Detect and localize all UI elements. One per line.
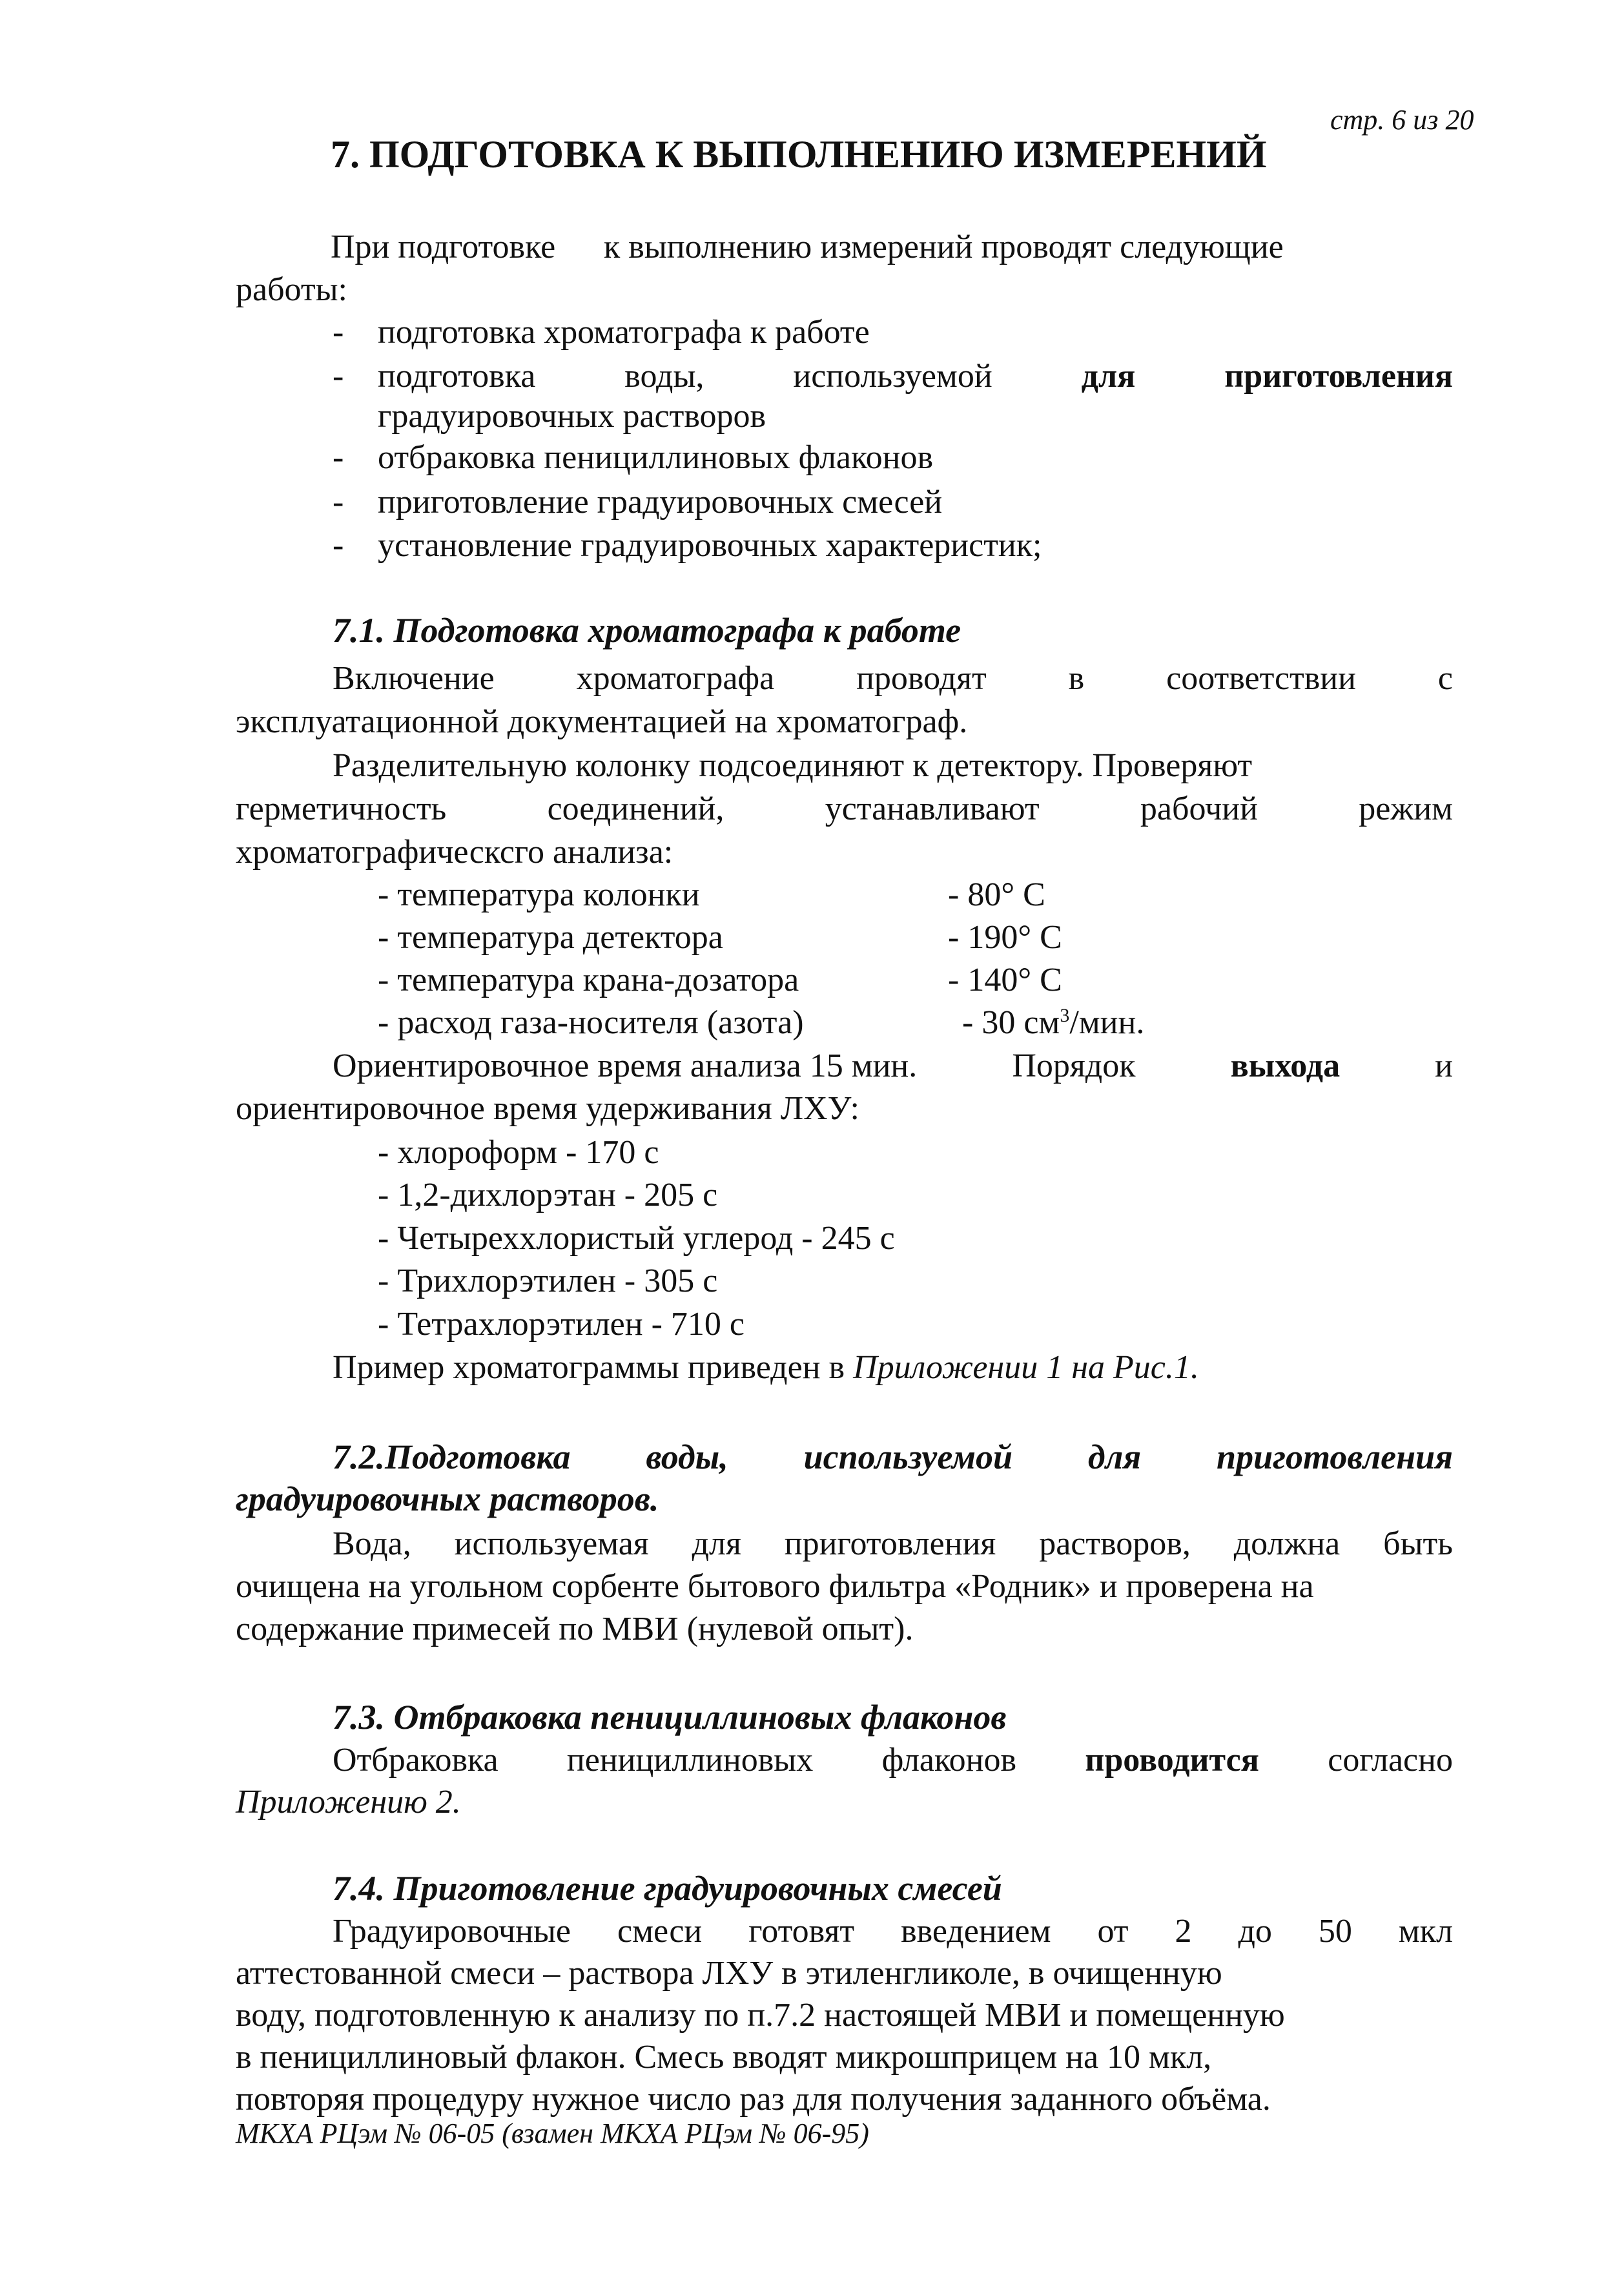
intro-line1a: При подготовке xyxy=(331,229,556,265)
param-value: - 30 $см^3$/мин. xyxy=(962,1004,1145,1041)
word: используемой xyxy=(803,1438,1013,1476)
word: Ориентировочное время анализа 15 мин. xyxy=(333,1047,918,1084)
s71-p3-line1 xyxy=(333,1045,1453,1088)
subsection-7-2-title xyxy=(333,1437,1453,1477)
param-name: - температура детектора xyxy=(378,919,723,956)
s72-line1 xyxy=(333,1523,1453,1565)
param-value: - 80° С xyxy=(948,876,1045,913)
s74-line2: аттестованной смеси – раствора ЛХУ в этиленгликоле, в очищенную xyxy=(236,1955,1222,1992)
word: готовят xyxy=(748,1913,855,1950)
word: приготовления xyxy=(1217,1438,1453,1476)
word: для xyxy=(1087,1438,1142,1476)
intro-line1b: к выполнению измерений проводят следующие xyxy=(604,229,1284,265)
word: растворов, xyxy=(1039,1525,1191,1562)
word: мкл xyxy=(1398,1913,1453,1950)
word: для xyxy=(1081,358,1136,395)
s74-line1 xyxy=(333,1910,1453,1953)
word: выхода xyxy=(1230,1047,1341,1084)
s72-line2: очищена на угольном сорбенте бытового фильтра «Родник» и проверена на xyxy=(236,1568,1314,1605)
work-item-1: подготовка хроматографа к работе xyxy=(378,314,870,351)
s71-p2-line1: Разделительную колонку подсоединяют к детектору. Проверяют xyxy=(333,747,1253,784)
intro-line2: работы: xyxy=(236,271,347,308)
param-value: - 140° С xyxy=(948,962,1062,998)
word: соединений, xyxy=(547,790,725,827)
word: Градуировочные xyxy=(333,1913,571,1950)
word: флаконов xyxy=(881,1742,1016,1779)
subsection-7-1-title: 7.1. Подготовка хроматографа к работе xyxy=(333,611,961,650)
work-item-2 xyxy=(378,355,1453,398)
compound-item: - хлороформ - 170 с xyxy=(378,1134,659,1171)
word: воды, xyxy=(646,1438,728,1476)
word: Отбраковка xyxy=(333,1742,499,1779)
word: 50 xyxy=(1318,1913,1352,1950)
s73-line1 xyxy=(333,1739,1453,1782)
word: от xyxy=(1097,1913,1129,1950)
compound-item: - Тетрахлорэтилен - 710 с xyxy=(378,1306,745,1343)
word: Порядок xyxy=(1012,1047,1136,1084)
word: Включение xyxy=(333,660,495,697)
compound-item: - Трихлорэтилен - 305 с xyxy=(378,1263,718,1299)
word: пенициллиновых xyxy=(566,1742,814,1779)
word: проводят xyxy=(856,660,987,697)
word: подготовка xyxy=(378,358,536,395)
word: смеси xyxy=(617,1913,703,1950)
word: Вода, xyxy=(333,1525,411,1562)
subsection-7-2-title-cont: градуировочных растворов. xyxy=(236,1480,659,1518)
word: герметичность xyxy=(236,790,447,827)
page-number: стр. 6 из 20 xyxy=(1330,104,1474,136)
section-title: 7. ПОДГОТОВКА К ВЫПОЛНЕНИЮ ИЗМЕРЕНИЙ xyxy=(331,133,1267,176)
param-name: - температура колонки xyxy=(378,876,700,913)
s73-line2: Приложению 2. xyxy=(236,1784,461,1820)
param-name: - расход газа-носителя (азота) xyxy=(378,1004,804,1041)
word: до xyxy=(1238,1913,1272,1950)
s71-p2-line3: хроматографическсго анализа: xyxy=(236,834,673,871)
work-item-2-cont: градуировочных растворов xyxy=(378,398,766,435)
word: используемая xyxy=(454,1525,649,1562)
list-dash: - xyxy=(333,439,344,476)
word: устанавливают xyxy=(825,790,1040,827)
work-item-3: отбраковка пенициллиновых флаконов xyxy=(378,439,934,476)
word: согласно xyxy=(1328,1742,1453,1779)
param-value: - 190° С xyxy=(948,919,1062,956)
word: с xyxy=(1437,660,1453,697)
word: и xyxy=(1435,1047,1453,1084)
param-name: - температура крана-дозатора xyxy=(378,962,799,998)
word: рабочий xyxy=(1140,790,1258,827)
word: должна xyxy=(1233,1525,1341,1562)
s74-line5: повторяя процедуру нужное число раз для получения заданного объёма. xyxy=(236,2081,1271,2118)
document-footer: МКХА РЦэм № 06-05 (взамен МКХА РЦэм № 06-95) xyxy=(236,2118,869,2149)
word: используемой xyxy=(793,358,992,395)
word: введением xyxy=(901,1913,1051,1950)
work-item-5: установление градуировочных характеристик; xyxy=(378,527,1042,564)
work-item-4: приготовление градуировочных смесей xyxy=(378,484,943,521)
list-dash: - xyxy=(333,484,344,521)
s71-p2-line2 xyxy=(236,788,1453,830)
s71-p1-line1 xyxy=(333,657,1453,700)
word: хроматографа xyxy=(576,660,775,697)
word: режим xyxy=(1359,790,1453,827)
list-dash: - xyxy=(333,527,344,564)
compound-item: - 1,2-дихлорэтан - 205 с xyxy=(378,1177,718,1213)
list-dash: - xyxy=(333,314,344,351)
s71-p3-line2: ориентировочное время удерживания ЛХУ: xyxy=(236,1090,859,1127)
word: приготовления xyxy=(1224,358,1453,395)
word: в xyxy=(1068,660,1085,697)
word: 2 xyxy=(1175,1913,1192,1950)
word: 7.2.Подготовка xyxy=(333,1438,571,1476)
word: для xyxy=(692,1525,741,1562)
subsection-7-4-title: 7.4. Приготовление градуировочных смесей xyxy=(333,1869,1002,1908)
subsection-7-3-title: 7.3. Отбраковка пенициллиновых флаконов xyxy=(333,1698,1007,1737)
s74-line4: в пенициллиновый флакон. Смесь вводят микрошприцем на 10 мкл, xyxy=(236,2039,1212,2076)
word: воды, xyxy=(624,358,704,395)
s72-line3: содержание примесей по МВИ (нулевой опыт). xyxy=(236,1611,914,1647)
word: проводится xyxy=(1085,1742,1259,1779)
list-dash: - xyxy=(333,358,344,395)
compound-item: - Четыреххлористый углерод - 245 с xyxy=(378,1220,895,1257)
chromatogram-reference: Пример хроматограммы приведен в Приложении 1 на Рис.1. xyxy=(333,1349,1199,1386)
word: приготовления xyxy=(784,1525,996,1562)
s71-p1-line2: эксплуатационной документацией на хроматограф. xyxy=(236,703,968,740)
word: быть xyxy=(1383,1525,1453,1562)
s74-line3: воду, подготовленную к анализу по п.7.2 настоящей МВИ и помещенную xyxy=(236,1997,1285,2034)
word: соответствии xyxy=(1166,660,1356,697)
